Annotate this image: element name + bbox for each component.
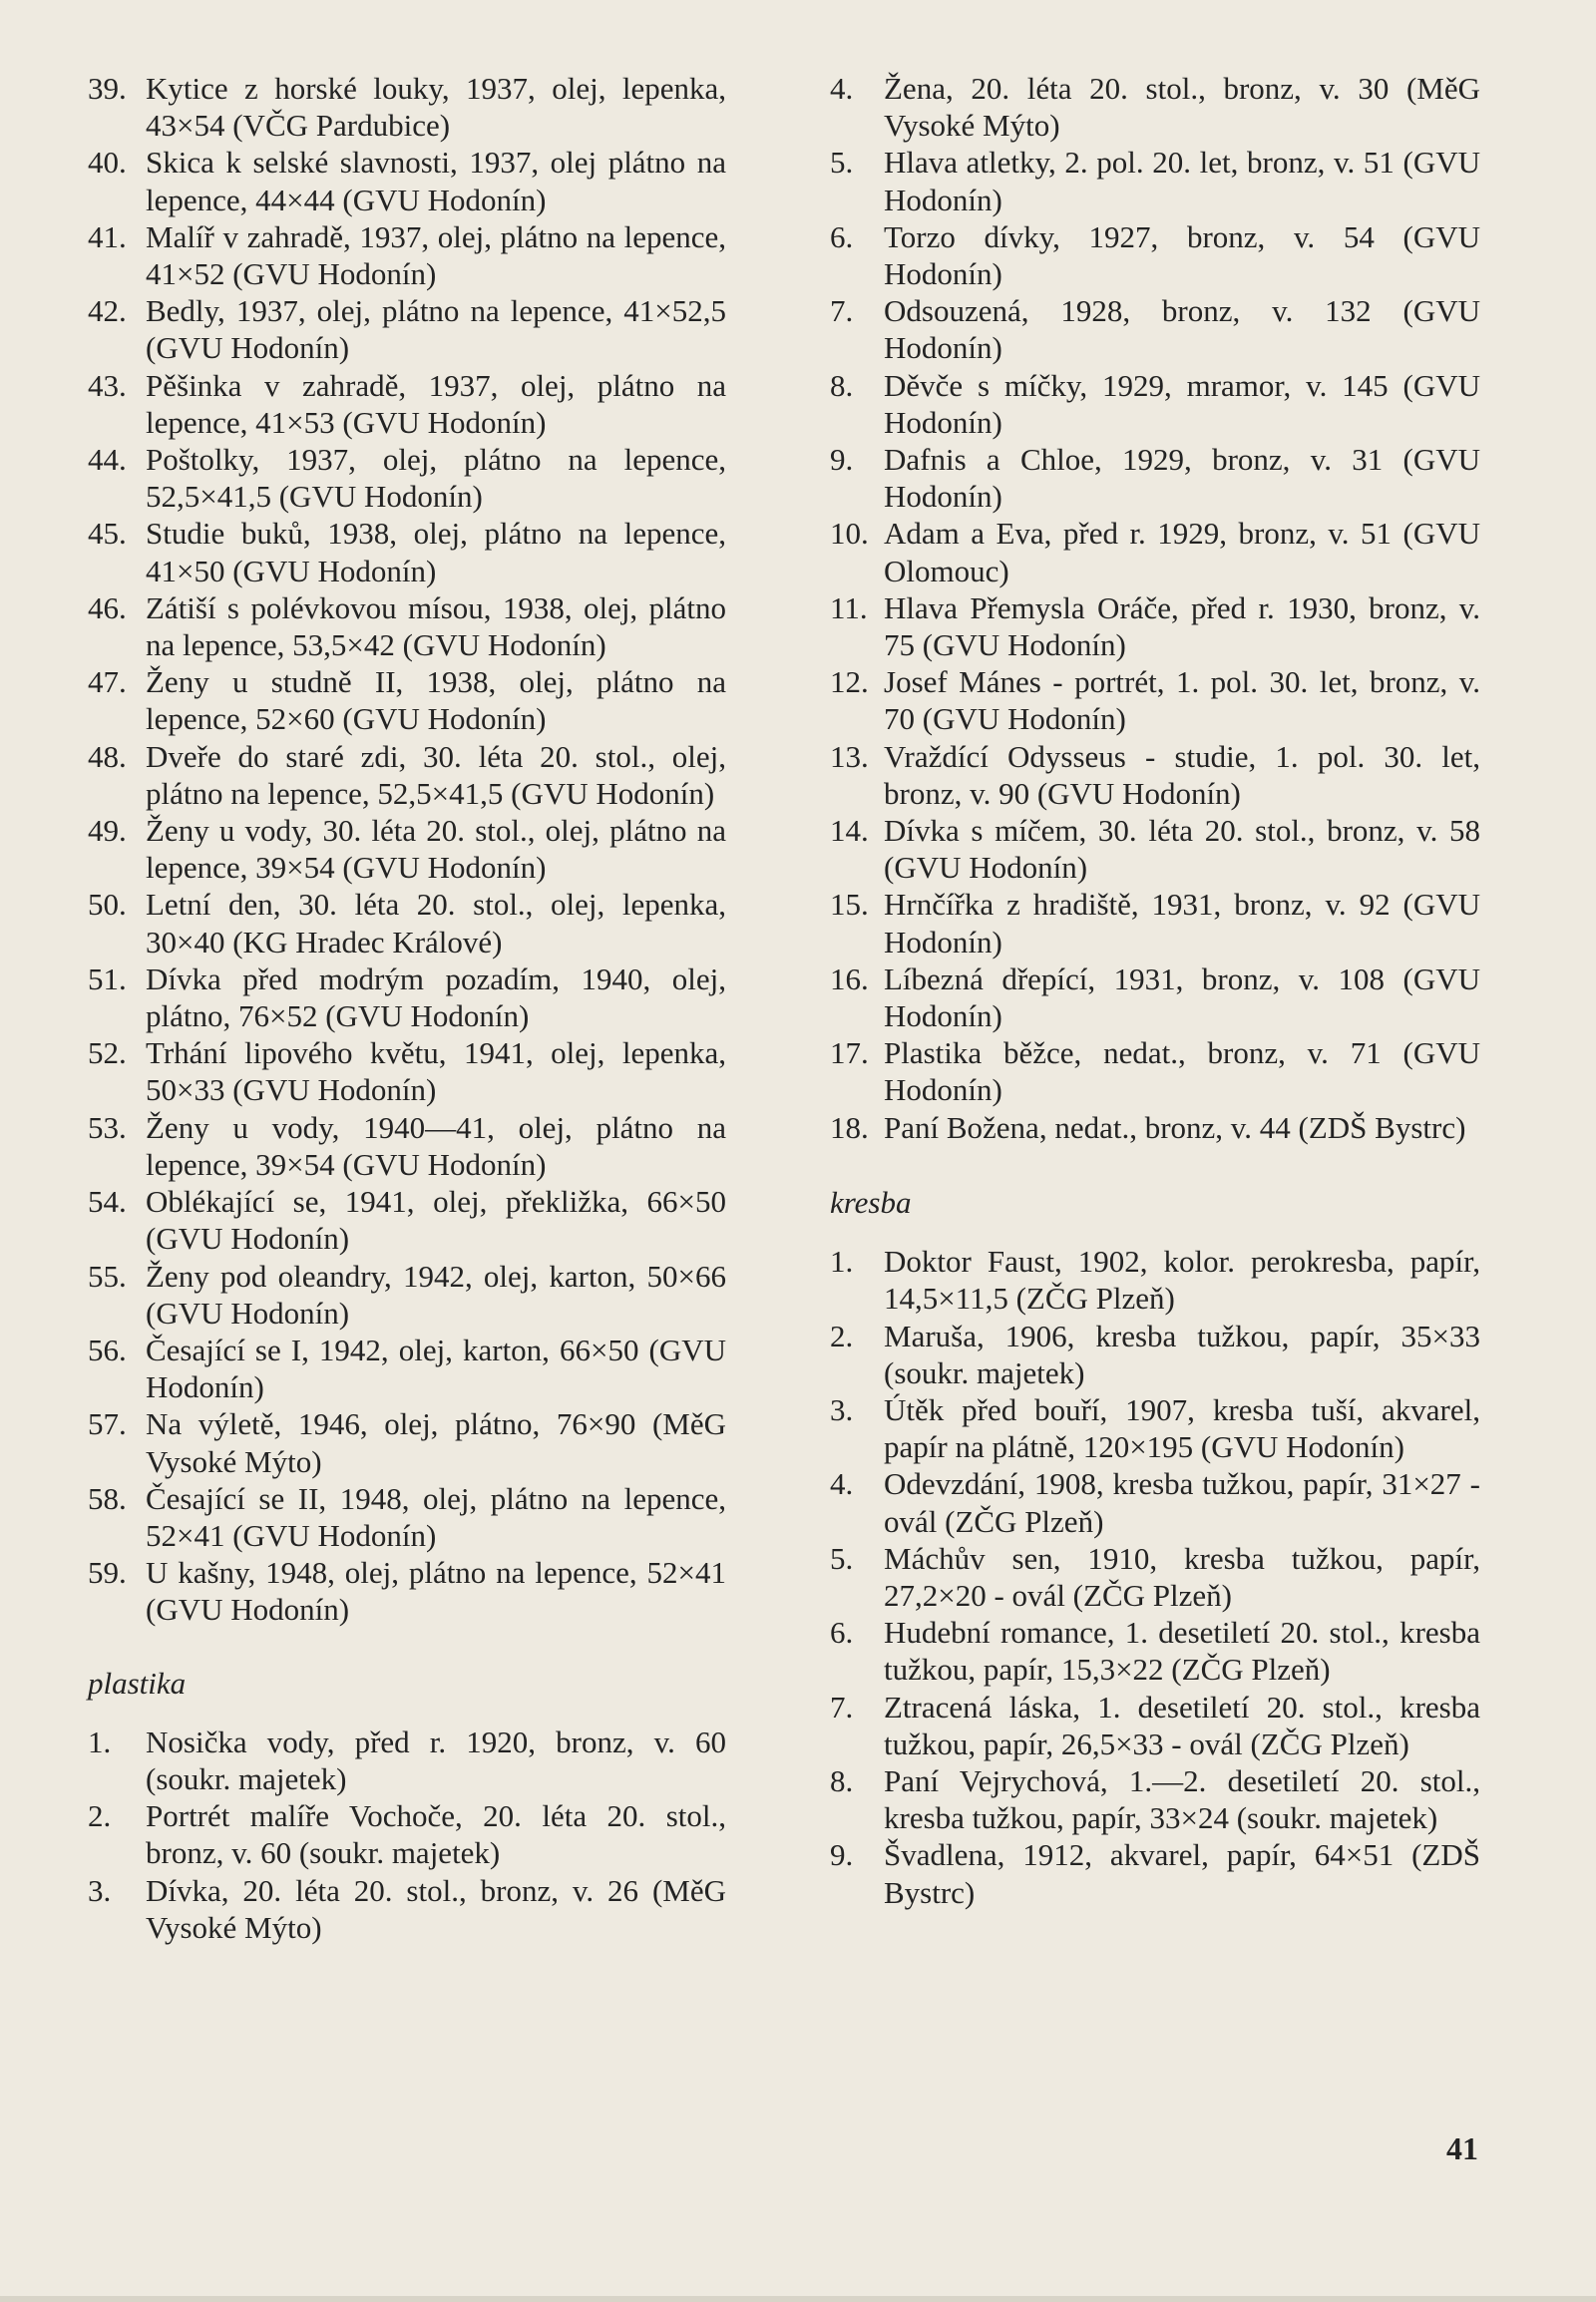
entry-number: 17.: [830, 1035, 869, 1071]
entry-text: Líbezná dřepící, 1931, bronz, v. 108 (GVU Hodonín): [884, 960, 1480, 1034]
catalog-entry: [88, 812, 726, 886]
entry-text: Útěk před bouří, 1907, kresba tuší, akvarel, papír na plátně, 120×195 (GVU Hodonín): [884, 1391, 1480, 1465]
catalog-entry: [830, 1391, 1480, 1465]
entry-number: 52.: [88, 1035, 127, 1071]
catalog-entry: [88, 589, 726, 663]
entry-number: 54.: [88, 1184, 127, 1220]
catalog-entry: [88, 1872, 726, 1946]
right-column: [830, 70, 1480, 1911]
catalog-entry: [88, 1109, 726, 1183]
entry-number: 1.: [830, 1244, 854, 1280]
entry-text: Dívka s míčem, 30. léta 20. stol., bronz, v. 58 (GVU Hodonín): [884, 813, 1480, 886]
catalog-entry: [830, 812, 1480, 886]
entry-number: 13.: [830, 738, 869, 774]
entry-text: Ženy u vody, 30. léta 20. stol., olej, plátno na lepence, 39×54 (GVU Hodonín): [146, 813, 726, 886]
entry-number: 9.: [830, 1837, 854, 1873]
catalog-entry: [830, 960, 1480, 1034]
entry-number: 11.: [830, 589, 868, 625]
entry-text: Hlava Přemysla Oráče, před r. 1930, bronz, v. 75 (GVU Hodonín): [884, 589, 1480, 663]
entry-number: 58.: [88, 1480, 127, 1516]
entry-text: Na výletě, 1946, olej, plátno, 76×90 (MěG Vysoké Mýto): [146, 1406, 726, 1479]
entry-number: 43.: [88, 367, 127, 403]
entry-text: U kašny, 1948, olej, plátno na lepence, 52×41 (GVU Hodonín): [146, 1555, 726, 1628]
entry-text: Skica k selské slavnosti, 1937, olej plátno na lepence, 44×44 (GVU Hodonín): [146, 145, 726, 217]
entry-text: Josef Mánes - portrét, 1. pol. 30. let, bronz, v. 70 (GVU Hodonín): [884, 664, 1480, 737]
entry-number: 15.: [830, 887, 869, 923]
entry-number: 59.: [88, 1555, 127, 1591]
catalog-entry: [830, 663, 1480, 737]
entry-number: 47.: [88, 664, 127, 700]
entry-text: Nosička vody, před r. 1920, bronz, v. 60 (soukr. majetek): [146, 1724, 726, 1796]
catalog-entry: [88, 144, 726, 217]
catalog-entry: [830, 589, 1480, 663]
entry-text: Odsouzená, 1928, bronz, v. 132 (GVU Hodonín): [884, 293, 1480, 366]
entry-number: 49.: [88, 813, 127, 849]
entry-number: 55.: [88, 1258, 127, 1294]
catalog-entry: [88, 663, 726, 737]
section-heading-plastika: plastika: [88, 1665, 187, 1701]
entry-number: 8.: [830, 1762, 854, 1798]
catalog-entry: [88, 1480, 726, 1554]
entry-text: Paní Vejrychová, 1.—2. desetiletí 20. stol., kresba tužkou, papír, 33×24 (soukr. majetek): [884, 1762, 1480, 1836]
catalog-entry: [830, 1614, 1480, 1688]
entry-number: 14.: [830, 813, 869, 849]
catalog-entry: [88, 1183, 726, 1257]
entry-number: 4.: [830, 1466, 854, 1502]
entry-text: Pěšinka v zahradě, 1937, olej, plátno na lepence, 41×53 (GVU Hodonín): [146, 367, 726, 440]
catalog-entry: [88, 1332, 726, 1405]
catalog-entry: [88, 1797, 726, 1871]
catalog-entry: [830, 1689, 1480, 1762]
entry-number: 57.: [88, 1406, 127, 1442]
entry-text: Hlava atletky, 2. pol. 20. let, bronz, v. 51 (GVU Hodonín): [884, 145, 1480, 217]
entry-text: Plastika běžce, nedat., bronz, v. 71 (GVU Hodonín): [884, 1035, 1480, 1108]
entry-text: Ženy u vody, 1940—41, olej, plátno na lepence, 39×54 (GVU Hodonín): [146, 1109, 726, 1182]
entry-number: 45.: [88, 516, 127, 552]
catalog-entry: [88, 292, 726, 366]
entry-number: 39.: [88, 71, 127, 106]
plastika-list-continued: [830, 70, 1480, 1146]
entry-number: 6.: [830, 1615, 854, 1651]
entry-number: 7.: [830, 293, 854, 329]
entry-number: 18.: [830, 1109, 869, 1145]
entry-number: 50.: [88, 887, 127, 923]
catalog-entry: [830, 1540, 1480, 1614]
entry-text: Adam a Eva, před r. 1929, bronz, v. 51 (GVU Olomouc): [884, 516, 1480, 588]
catalog-entry: [88, 1554, 726, 1628]
paintings-list: [88, 70, 726, 1629]
catalog-entry: [88, 1034, 726, 1108]
catalog-entry: [88, 738, 726, 812]
entry-text: Doktor Faust, 1902, kolor. perokresba, papír, 14,5×11,5 (ZČG Plzeň): [884, 1244, 1480, 1317]
left-column: [88, 70, 726, 1946]
entry-text: Dveře do staré zdi, 30. léta 20. stol., olej, plátno na lepence, 52,5×41,5 (GVU Hodonín): [146, 738, 726, 811]
catalog-entry: [88, 886, 726, 959]
entry-number: 10.: [830, 516, 869, 552]
catalog-entry: [88, 960, 726, 1034]
entry-text: Švadlena, 1912, akvarel, papír, 64×51 (ZDŠ Bystrc): [884, 1837, 1480, 1910]
catalog-entry: [830, 1034, 1480, 1108]
catalog-entry: [88, 441, 726, 515]
entry-number: 41.: [88, 218, 127, 254]
entry-text: Dafnis a Chloe, 1929, bronz, v. 31 (GVU Hodonín): [884, 442, 1480, 515]
entry-text: Hudební romance, 1. desetiletí 20. stol., kresba tužkou, papír, 15,3×22 (ZČG Plzeň): [884, 1615, 1480, 1688]
catalog-entry: [830, 441, 1480, 515]
catalog-entry: [830, 218, 1480, 292]
entry-number: 5.: [830, 145, 854, 181]
entry-text: Torzo dívky, 1927, bronz, v. 54 (GVU Hodonín): [884, 218, 1480, 292]
catalog-entry: [830, 292, 1480, 366]
entry-text: Malíř v zahradě, 1937, olej, plátno na lepence, 41×52 (GVU Hodonín): [146, 218, 726, 292]
entry-text: Dívka, 20. léta 20. stol., bronz, v. 26 (MěG Vysoké Mýto): [146, 1872, 726, 1945]
entry-number: 42.: [88, 293, 127, 329]
entry-number: 53.: [88, 1109, 127, 1145]
entry-number: 56.: [88, 1332, 127, 1367]
entry-number: 8.: [830, 367, 854, 403]
entry-text: Portrét malíře Vochoče, 20. léta 20. stol., bronz, v. 60 (soukr. majetek): [146, 1798, 726, 1871]
catalog-entry: [830, 1836, 1480, 1910]
entry-text: Zátiší s polévkovou mísou, 1938, olej, plátno na lepence, 53,5×42 (GVU Hodonín): [146, 589, 726, 663]
catalog-entry: [88, 1724, 726, 1797]
kresba-list: [830, 1243, 1480, 1911]
plastika-list: [88, 1724, 726, 1946]
entry-number: 3.: [88, 1872, 112, 1908]
entry-text: Děvče s míčky, 1929, mramor, v. 145 (GVU Hodonín): [884, 367, 1480, 440]
entry-text: Poštolky, 1937, olej, plátno na lepence, 52,5×41,5 (GVU Hodonín): [146, 442, 726, 515]
entry-number: 5.: [830, 1540, 854, 1576]
entry-text: Letní den, 30. léta 20. stol., olej, lepenka, 30×40 (KG Hradec Králové): [146, 887, 726, 959]
entry-number: 44.: [88, 442, 127, 478]
entry-number: 40.: [88, 145, 127, 181]
catalog-entry: [88, 218, 726, 292]
entry-number: 12.: [830, 664, 869, 700]
catalog-entry: [830, 738, 1480, 812]
entry-text: Hrnčířka z hradiště, 1931, bronz, v. 92 (GVU Hodonín): [884, 887, 1480, 959]
entry-text: Dívka před modrým pozadím, 1940, olej, plátno, 76×52 (GVU Hodonín): [146, 960, 726, 1034]
catalog-entry: [830, 1109, 1480, 1146]
entry-text: Maruša, 1906, kresba tužkou, papír, 35×33 (soukr. majetek): [884, 1318, 1480, 1390]
catalog-entry: [88, 1258, 726, 1332]
entry-text: Studie buků, 1938, olej, plátno na lepence, 41×50 (GVU Hodonín): [146, 516, 726, 588]
entry-number: 6.: [830, 218, 854, 254]
section-heading-kresba: kresba: [830, 1184, 912, 1220]
entry-number: 16.: [830, 960, 869, 996]
catalog-entry: [88, 515, 726, 588]
entry-text: Trhání lipového květu, 1941, olej, lepenka, 50×33 (GVU Hodonín): [146, 1035, 726, 1108]
entry-text: Oblékající se, 1941, olej, překližka, 66×50 (GVU Hodonín): [146, 1184, 726, 1257]
entry-text: Ženy pod oleandry, 1942, olej, karton, 50×66 (GVU Hodonín): [146, 1258, 726, 1331]
catalog-entry: [830, 144, 1480, 217]
catalog-entry: [830, 1465, 1480, 1539]
entry-text: Máchův sen, 1910, kresba tužkou, papír, 27,2×20 - ovál (ZČG Plzeň): [884, 1540, 1480, 1613]
entry-text: Kytice z horské louky, 1937, olej, lepenka, 43×54 (VČG Pardubice): [146, 71, 726, 144]
catalog-entry: [830, 1318, 1480, 1391]
catalog-entry: [88, 1405, 726, 1479]
catalog-entry: [830, 1243, 1480, 1317]
entry-number: 1.: [88, 1724, 112, 1759]
catalog-entry: [830, 1762, 1480, 1836]
entry-number: 2.: [830, 1318, 854, 1353]
catalog-entry: [830, 70, 1480, 144]
catalog-entry: [88, 367, 726, 441]
entry-number: 51.: [88, 960, 127, 996]
entry-number: 9.: [830, 442, 854, 478]
entry-text: Žena, 20. léta 20. stol., bronz, v. 30 (MěG Vysoké Mýto): [884, 71, 1480, 144]
catalog-entry: [88, 70, 726, 144]
entry-text: Paní Božena, nedat., bronz, v. 44 (ZDŠ Bystrc): [884, 1109, 1466, 1145]
entry-number: 46.: [88, 589, 127, 625]
entry-number: 3.: [830, 1391, 854, 1427]
entry-text: Česající se II, 1948, olej, plátno na lepence, 52×41 (GVU Hodonín): [146, 1480, 726, 1553]
entry-text: Česající se I, 1942, olej, karton, 66×50 (GVU Hodonín): [146, 1332, 726, 1405]
catalog-entry: [830, 367, 1480, 441]
entry-number: 2.: [88, 1798, 112, 1834]
catalog-entry: [830, 515, 1480, 588]
entry-number: 48.: [88, 738, 127, 774]
entry-text: Odevzdání, 1908, kresba tužkou, papír, 31×27 - ovál (ZČG Plzeň): [884, 1466, 1480, 1539]
entry-text: Ztracená láska, 1. desetiletí 20. stol., kresba tužkou, papír, 26,5×33 - ovál (ZČG Plzeň): [884, 1689, 1480, 1761]
page-number: 41: [1446, 2130, 1478, 2166]
entry-text: Vraždící Odysseus - studie, 1. pol. 30. let, bronz, v. 90 (GVU Hodonín): [884, 738, 1480, 811]
entry-text: Bedly, 1937, olej, plátno na lepence, 41×52,5 (GVU Hodonín): [146, 293, 726, 366]
entry-number: 4.: [830, 71, 854, 106]
entry-text: Ženy u studně II, 1938, olej, plátno na lepence, 52×60 (GVU Hodonín): [146, 664, 726, 737]
catalog-entry: [830, 886, 1480, 959]
entry-number: 7.: [830, 1689, 854, 1725]
